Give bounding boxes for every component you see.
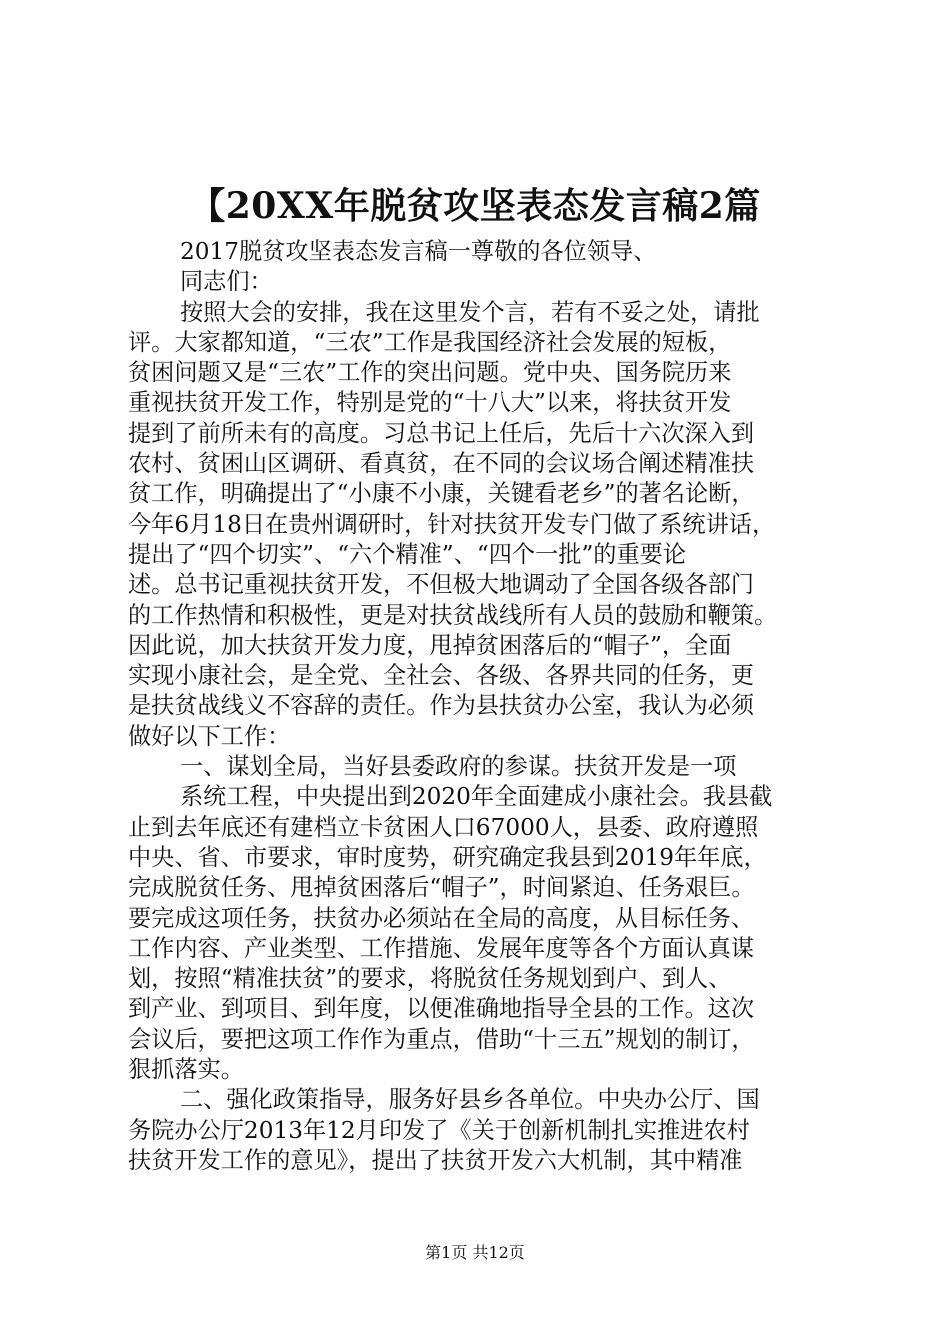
text-line: 系统工程，中央提出到2020年全面建成小康社会。我县截 <box>180 783 773 811</box>
text-line: 2017脱贫攻坚表态发言稿一尊敬的各位领导、 <box>180 238 657 265</box>
text-line: 述。总书记重视扶贫开发，不但极大地调动了全国各级各部门 <box>128 571 755 599</box>
text-line: 提出了“四个切实”、“六个精准”、“四个一批”的重要论 <box>128 540 687 568</box>
text-line: 同志们： <box>180 268 273 296</box>
document-title: 【20XX年脱贫攻坚表态发言稿2篇 <box>189 185 761 227</box>
text-line: 狠抓落实。 <box>128 1056 244 1084</box>
document-body <box>128 237 832 1176</box>
text-line: 因此说，加大扶贫开发力度，甩掉贫困落后的“帽子”，全面 <box>128 631 732 659</box>
text-line: 提到了前所未有的高度。习总书记上任后，先后十六次深入到 <box>128 419 755 447</box>
text-line: 止到去年底还有建档立卡贫困人口67000人，县委、政府遵照 <box>128 813 759 841</box>
text-line: 贫困问题又是“三农”工作的突出问题。党中央、国务院历来 <box>128 359 732 387</box>
text-line: 是扶贫战线义不容辞的责任。作为县扶贫办公室，我认为必须 <box>128 692 755 720</box>
text-line: 贫工作，明确提出了“小康不小康，关键看老乡”的著名论断， <box>128 480 755 508</box>
text-line: 重视扶贫开发工作，特别是党的“十八大”以来，将扶贫开发 <box>128 389 732 417</box>
text-line: 务院办公厅2013年12月印发了《关于创新机制扎实推进农村 <box>128 1116 750 1144</box>
text-line: 的工作热情和积极性，更是对扶贫战线所有人员的鼓励和鞭策。 <box>128 601 778 629</box>
text-line: 完成脱贫任务、甩掉贫困落后“帽子”，时间紧迫、任务艰巨。 <box>128 874 755 902</box>
text-line: 二、强化政策指导，服务好县乡各单位。中央办公厅、国 <box>180 1086 760 1114</box>
text-line: 会议后，要把这项工作作为重点，借助“十三五”规划的制订， <box>128 1025 755 1053</box>
text-line: 扶贫开发工作的意见》，提出了扶贫开发六大机制，其中精准 <box>128 1146 743 1174</box>
page-footer: 第1页 共12页 <box>425 1243 525 1262</box>
text-line: 到产业、到项目、到年度，以便准确地指导全县的工作。这次 <box>128 995 755 1023</box>
text-line: 按照大会的安排，我在这里发个言，若有不妥之处，请批 <box>180 298 760 326</box>
text-line: 今年6月18日在贵州调研时，针对扶贫开发专门做了系统讲话， <box>128 510 776 538</box>
text-line: 中央、省、市要求，审时度势，研究确定我县到2019年年底， <box>128 843 767 871</box>
text-line: 实现小康社会，是全党、全社会、各级、各界共同的任务，更 <box>128 662 755 690</box>
text-line: 划，按照“精准扶贫”的要求，将脱贫任务规划到户、到人、 <box>128 965 732 993</box>
text-line: 要完成这项任务，扶贫办必须站在全局的高度，从目标任务、 <box>128 904 755 932</box>
text-line: 工作内容、产业类型、工作措施、发展年度等各个方面认真谋 <box>128 934 755 962</box>
text-line: 评。大家都知道，“三农”工作是我国经济社会发展的短板， <box>128 328 732 356</box>
text-line: 一、谋划全局，当好县委政府的参谋。扶贫开发是一项 <box>180 753 737 781</box>
text-line: 做好以下工作： <box>128 722 291 750</box>
text-line: 农村、贫困山区调研、看真贫，在不同的会议场合阐述精准扶 <box>128 450 755 478</box>
